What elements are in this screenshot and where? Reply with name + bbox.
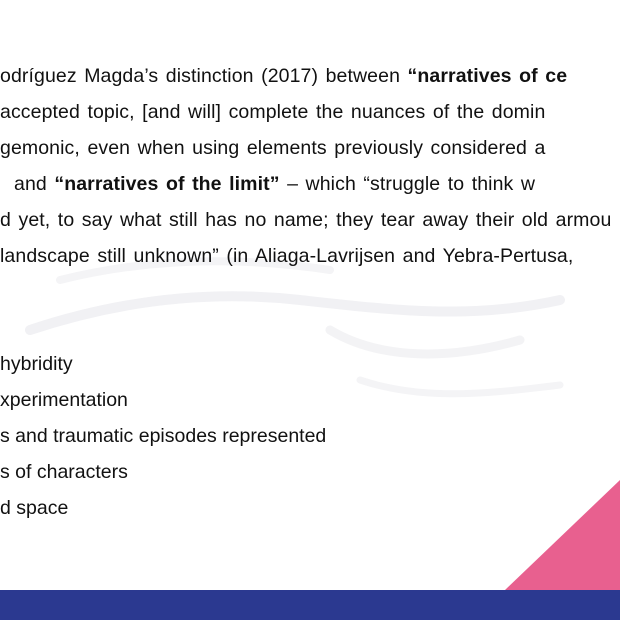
list-item: xperimentation [0, 389, 128, 411]
paragraph-line-4: and “narratives of the limit” – which “struggle to think w [14, 173, 536, 195]
bottom-bar [0, 590, 620, 620]
paragraph-line-3: gemonic, even when using elements previously considered a [0, 137, 546, 159]
paragraph-line-6: landscape still unknown” (in Aliaga-Lavrijsen and Yebra-Pertusa, [0, 245, 574, 267]
list-item: s and traumatic episodes represented [0, 425, 327, 447]
paragraph-line-2: accepted topic, [and will] complete the nuances of the domin [0, 101, 546, 123]
paragraph-line-5: d yet, to say what still has no name; they tear away their old armou [0, 209, 612, 231]
list-item: d space [0, 497, 69, 519]
list-item: s of characters [0, 461, 128, 483]
list-item: hybridity [0, 353, 73, 375]
paragraph-line-1: odríguez Magda’s distinction (2017) between “narratives of ce [0, 65, 568, 87]
